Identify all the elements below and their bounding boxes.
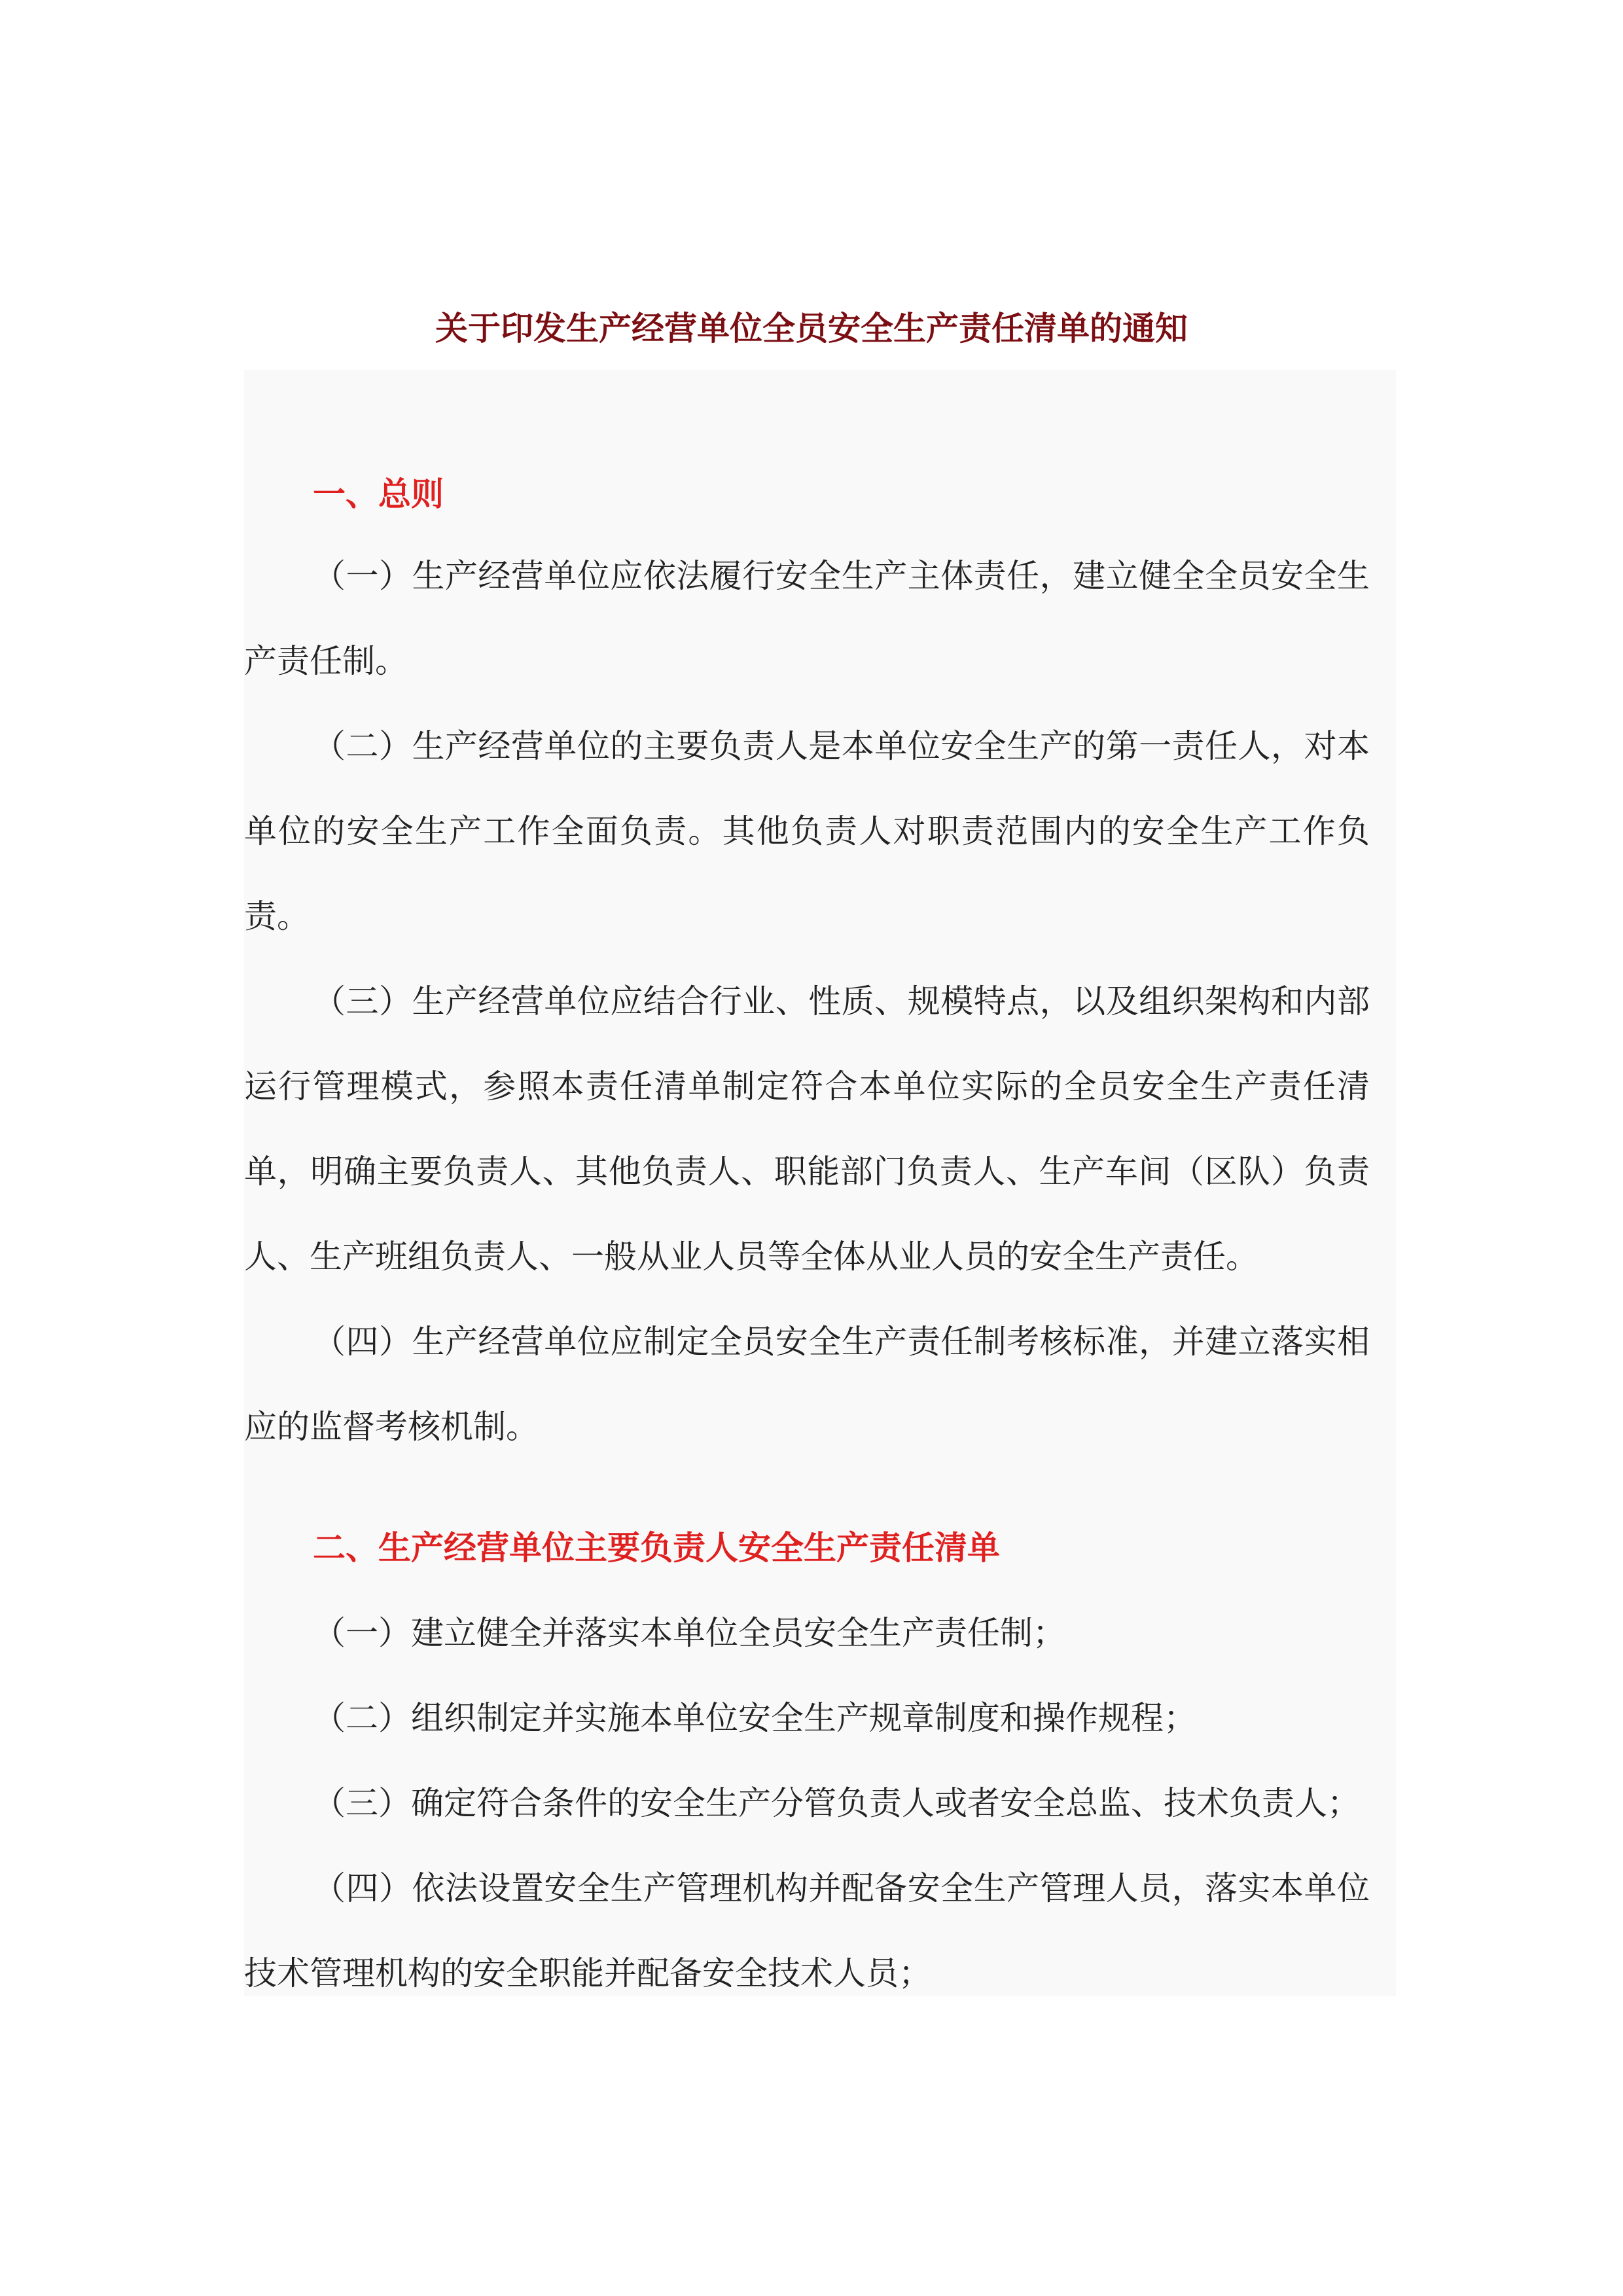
paragraph: （四）依法设置安全生产管理机构并配备安全生产管理人员，落实本单位技术管理机构的安全职能并配备安全技术人员； (244, 1869, 1370, 1992)
section-heading-main-responsible: 二、生产经营单位主要负责人安全生产责任清单 (313, 1529, 1000, 1567)
document-title: 关于印发生产经营单位全员安全生产责任清单的通知 (435, 310, 1188, 348)
paragraph: （三）生产经营单位应结合行业、性质、规模特点，以及组织架构和内部运行管理模式，参照本责任清单制定符合本单位实际的全员安全生产责任清单，明确主要负责人、其他负责人、职能部门负责人、生产车间（区队）负责人、生产班组负责人、一般从业人员等全体从业人员的安全生产责任。 (244, 982, 1370, 1276)
list-item: （三）确定符合条件的安全生产分管负责人或者安全总监、技术负责人； (313, 1784, 1360, 1822)
paragraph: （四）生产经营单位应制定全员安全生产责任制考核标准，并建立落实相应的监督考核机制。 (244, 1323, 1370, 1446)
paragraph: （二）生产经营单位的主要负责人是本单位安全生产的第一责任人，对本单位的安全生产工作全面负责。其他负责人对职责范围内的安全生产工作负责。 (244, 727, 1370, 935)
document-body (244, 370, 1396, 1996)
section-heading-general: 一、总则 (313, 475, 444, 513)
paragraph: （一）生产经营单位应依法履行安全生产主体责任，建立健全全员安全生产责任制。 (244, 557, 1370, 680)
list-item: （一）建立健全并落实本单位全员安全生产责任制； (313, 1614, 1065, 1652)
list-item: （二）组织制定并实施本单位安全生产规章制度和操作规程； (313, 1699, 1196, 1737)
